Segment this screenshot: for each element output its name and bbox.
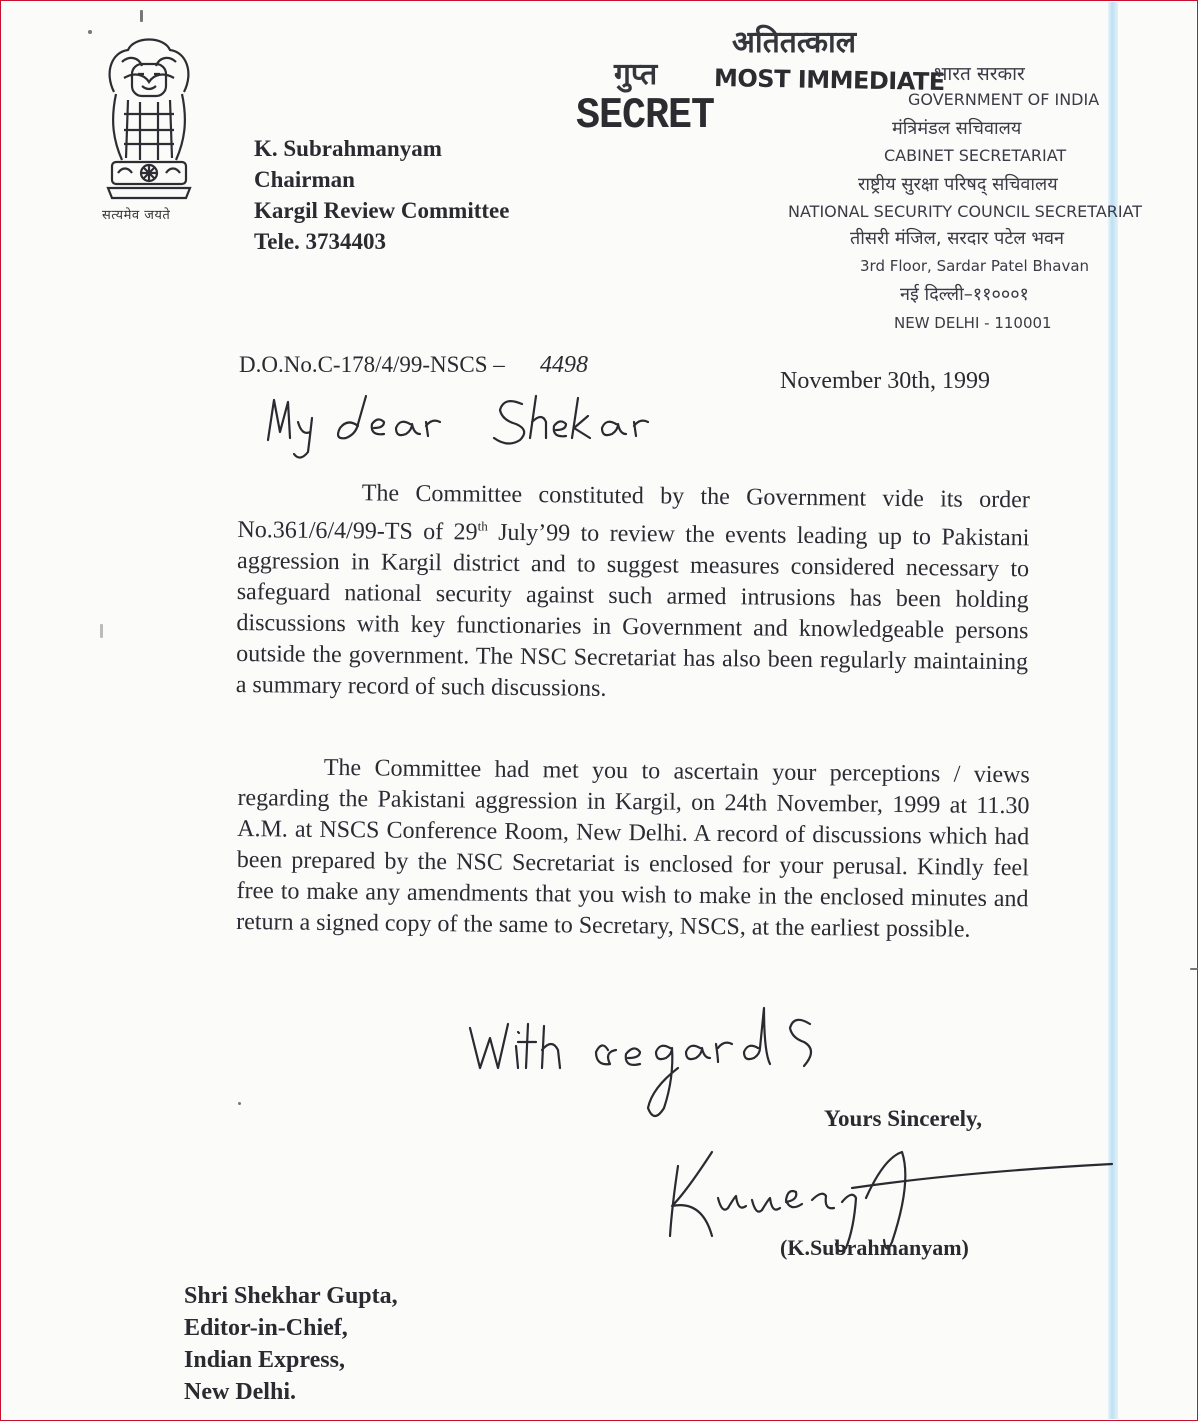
signatory-name: (K.Subrahmanyam): [780, 1235, 969, 1260]
gov-english-line: CABINET SECRETARIAT: [884, 146, 1067, 165]
paragraph-2-text: The Committee had met you to ascertain your perceptions / views regarding the Pakistani aggression in Kargil, on 24th November, 1999 at 11.30 A.M. at NSCS Conference Room, New Delhi. A record of discussions which had been prepared by the NSC Secretariat is enclosed for your perusal. Kindly feel free to make any amendments that you wish to make in the enclosed minutes and return a signed copy of the same to Secretary, NSCS, at the earliest possible.: [236, 754, 1030, 943]
paper-speck: [100, 624, 103, 638]
addressee-name: Shri Shekhar Gupta,: [184, 1283, 398, 1309]
stamp-hindi-most-immediate: अतितत्काल: [732, 25, 857, 60]
sender-name: K. Subrahmanyam: [254, 136, 442, 161]
handwritten-with-regards: [464, 1002, 854, 1132]
reference-number: D.O.No.C-178/4/99-NSCS –: [239, 352, 505, 377]
addressee-designation: Editor-in-Chief,: [184, 1315, 348, 1341]
paper-speck: [1190, 968, 1198, 970]
paper-speck: [238, 1102, 241, 1105]
addressee-block: [184, 1280, 398, 1408]
sender-phone: Tele. 3734403: [254, 229, 387, 254]
gov-english-line: NEW DELHI - 110001: [894, 314, 1052, 332]
sender-committee: Kargil Review Committee: [254, 198, 510, 223]
stamp-secret: SECRET: [576, 91, 715, 142]
gov-hindi-line: राष्ट्रीय सुरक्षा परिषद् सचिवालय: [858, 174, 1058, 195]
stamp-most-immediate: MOST IMMEDIATE: [713, 63, 945, 97]
closing-yours-sincerely: Yours Sincerely,: [824, 1106, 983, 1131]
ordinal-suffix: th: [477, 518, 488, 534]
gov-hindi-line: नई दिल्ली–११०००१: [900, 284, 1029, 305]
letter-page: [2, 2, 1196, 1419]
gov-english-line: GOVERNMENT OF INDIA: [908, 90, 1100, 109]
paragraph-indent: [238, 774, 324, 775]
addressee-organisation: Indian Express,: [184, 1347, 345, 1373]
paper-speck: [140, 10, 143, 22]
gov-english-line: NATIONAL SECURITY COUNCIL SECRETARIAT: [788, 202, 1143, 221]
paragraph-1-lead: The Committee constituted by the Government vide its order No.361/6/4/99-TS of 29: [237, 480, 1030, 546]
body-paragraph-1: [236, 477, 1030, 709]
stamp-hindi-secret: गुप्त: [614, 57, 658, 92]
gov-hindi-line: मंत्रिमंडल सचिवालय: [892, 118, 1022, 139]
gov-hindi-line: तीसरी मंजिल, सरदार पटेल भवन: [850, 228, 1064, 249]
paper-speck: [88, 30, 92, 34]
sender-block: [254, 133, 509, 257]
handwritten-salutation: [260, 382, 760, 472]
emblem-motto: सत्यमेव जयते: [102, 208, 171, 223]
paragraph-indent: [238, 499, 362, 500]
gov-english-line: 3rd Floor, Sardar Patel Bhavan: [860, 257, 1090, 275]
addressee-city: New Delhi.: [184, 1379, 296, 1405]
sender-title: Chairman: [254, 167, 355, 192]
national-emblem-icon: [94, 22, 204, 222]
body-paragraph-2: [236, 752, 1030, 946]
letter-date: November 30th, 1999: [780, 368, 990, 394]
paragraph-1-rest: July’99 to review the events leading up to Pakistani aggression in Kargil district and to suggest measures considered necessary to safeguard national security against such armed intrusions has been holding discussions with key functionaries in Government and knowledgeable persons outside the government. The NSC Secretariat has also been regularly maintaining a summary record of such discussions.: [235, 519, 1030, 702]
gov-hindi-line: भारत सरकार: [934, 63, 1025, 85]
reference-handwritten-number: 4498: [540, 352, 588, 378]
